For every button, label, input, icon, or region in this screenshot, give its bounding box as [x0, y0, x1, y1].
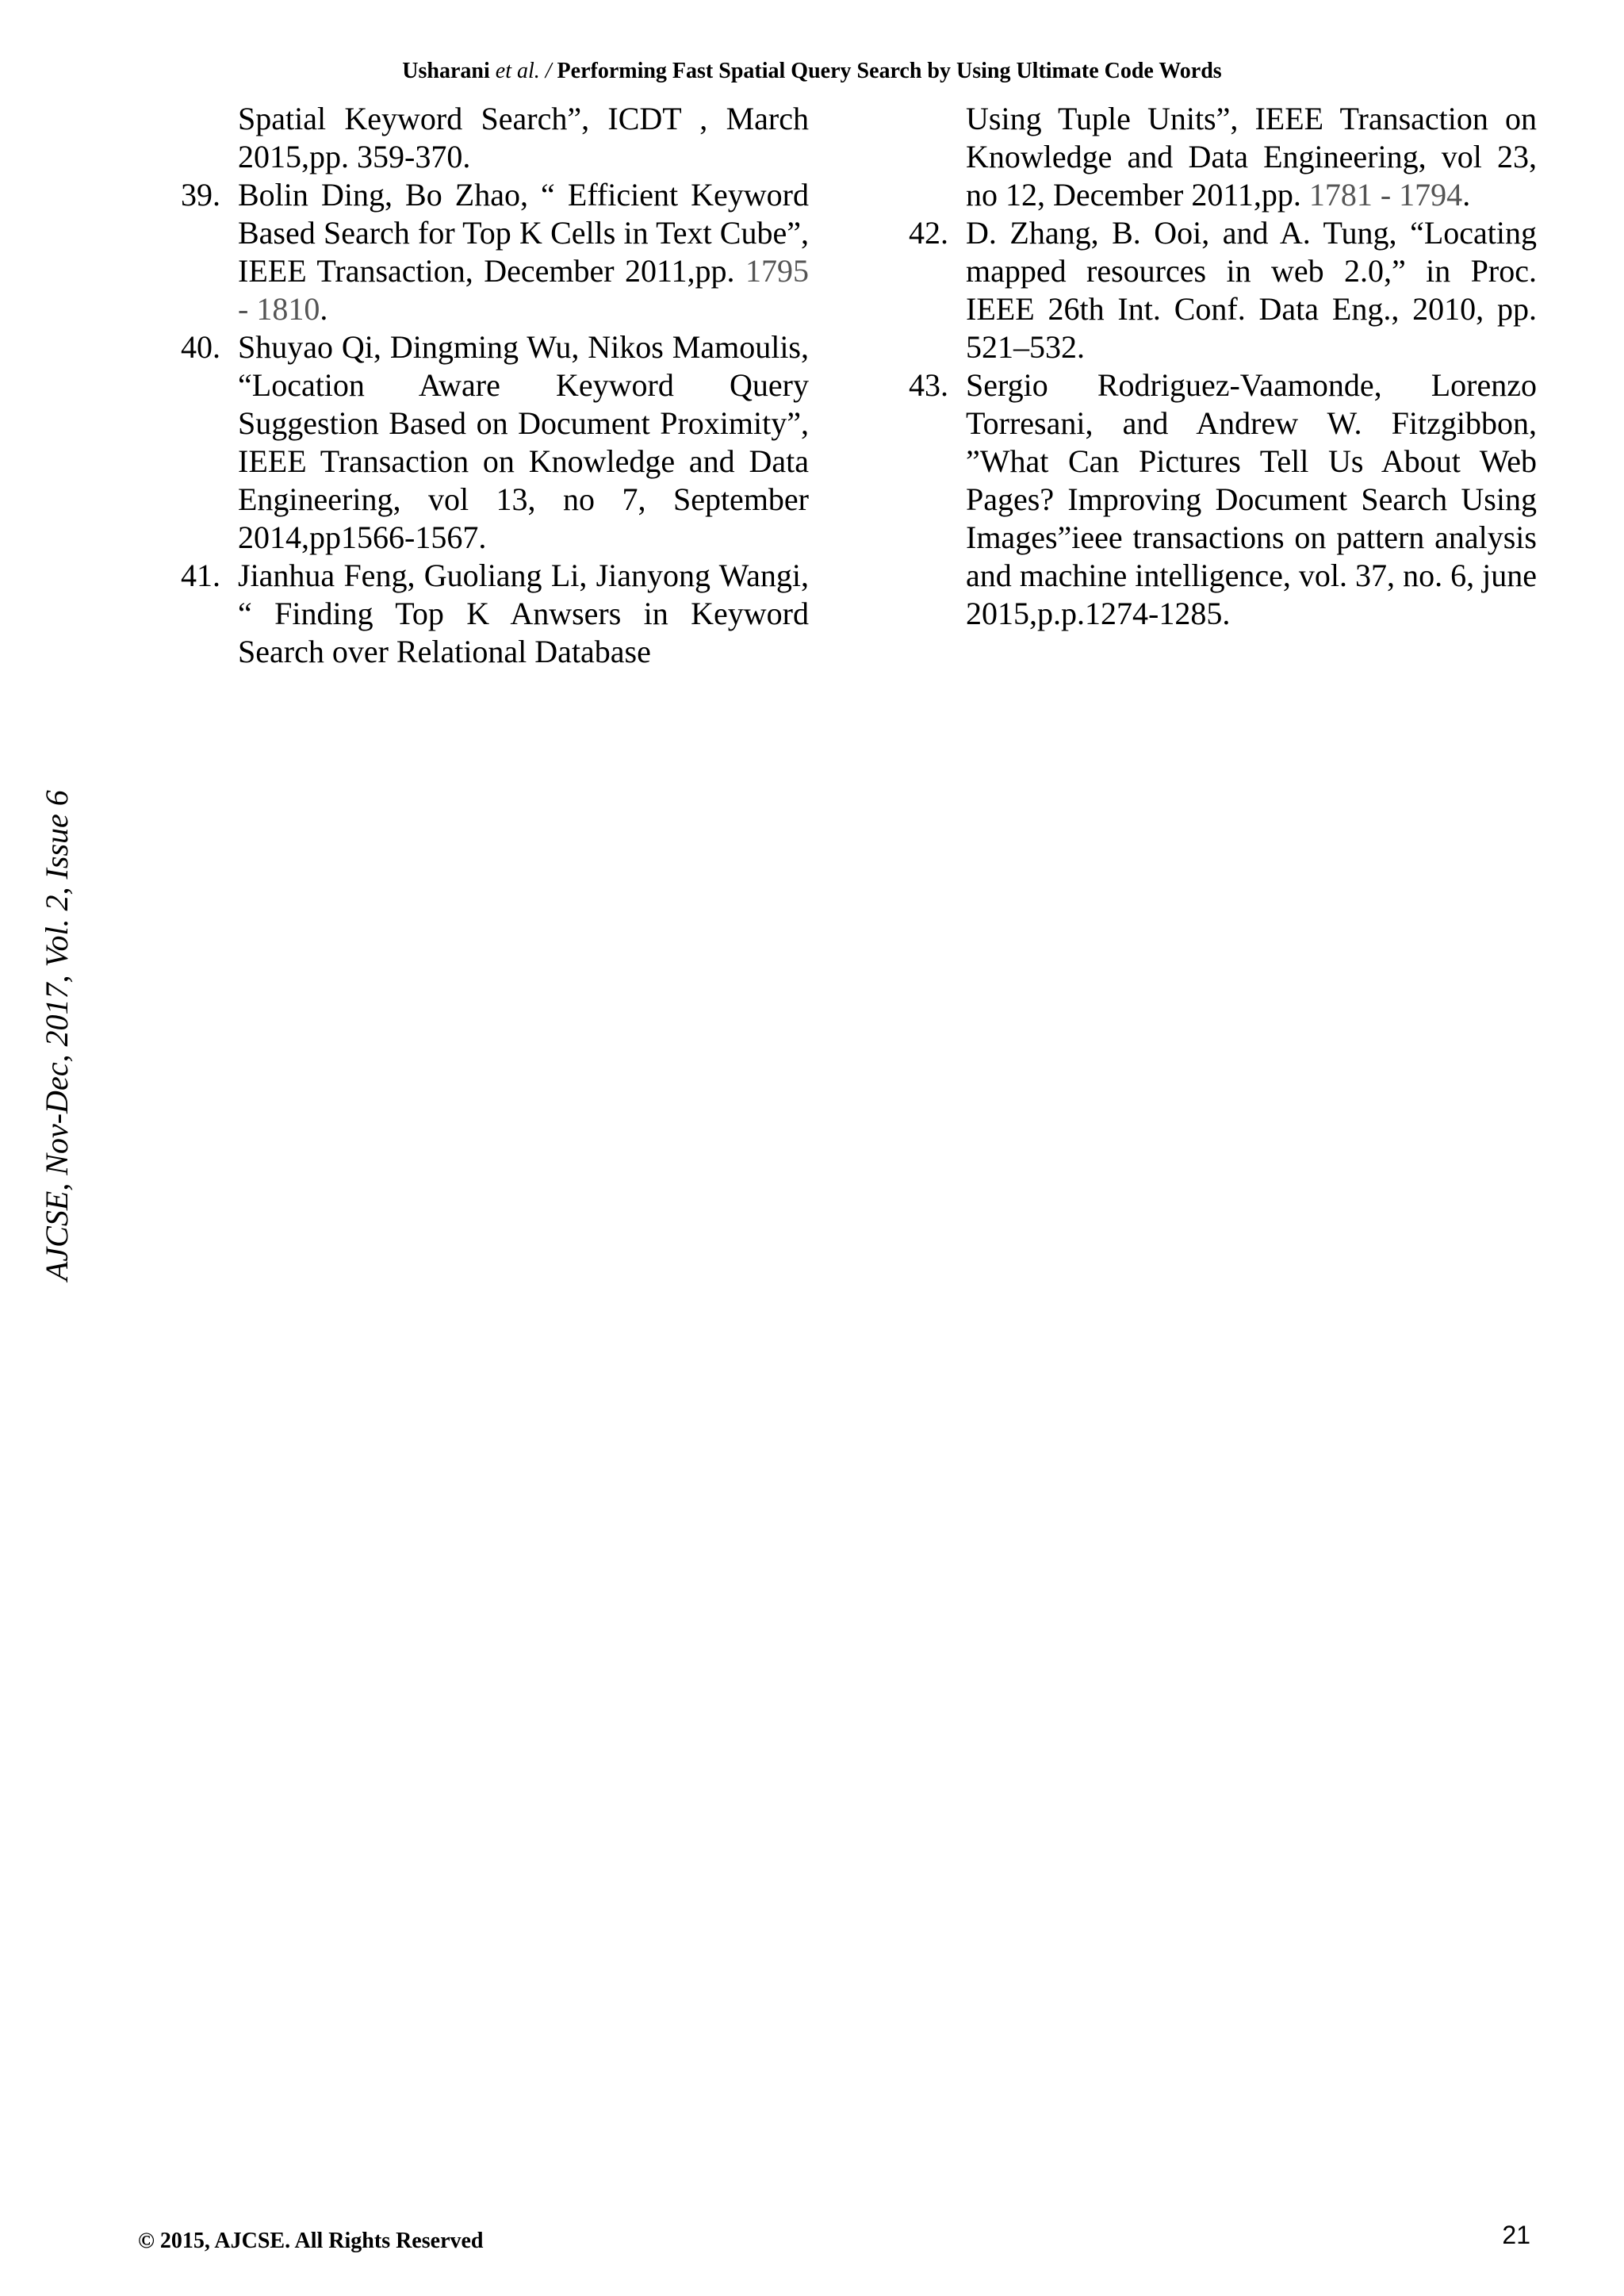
- page-number: 21: [1502, 2221, 1530, 2249]
- header-title: Performing Fast Spatial Query Search by Using Ultimate Code Words: [557, 59, 1222, 83]
- reference-number: 42.: [909, 215, 948, 251]
- journal-side-label: AJCSE, Nov-Dec, 2017, Vol. 2, Issue 6: [39, 790, 75, 1281]
- header-separator: /: [545, 59, 552, 83]
- reference-column-right: [909, 100, 1537, 633]
- reference-40: [181, 328, 809, 557]
- reference-text: Bolin Ding, Bo Zhao, “ Efficient Keyword Based Search for Top K Cells in Text Cube”, IEEE Transaction, December 2011,pp.: [238, 177, 809, 289]
- reference-tail: .: [320, 291, 328, 327]
- reference-text: D. Zhang, B. Ooi, and A. Tung, “Locating mapped resources in web 2.0,” in Proc. IEEE 26th Int. Conf. Data Eng., 2010, pp. 521–532.: [966, 215, 1537, 365]
- reference-tail: .: [1462, 177, 1471, 213]
- reference-continuation: [181, 100, 809, 176]
- reference-42: [909, 214, 1537, 366]
- reference-text: Jianhua Feng, Guoliang Li, Jianyong Wangi, “ Finding Top K Anwsers in Keyword Search over Relational Database: [238, 558, 809, 669]
- reference-text: Using Tuple Units”, IEEE Transaction on Knowledge and Data Engineering, vol 23, no 12, December 2011,pp.: [966, 101, 1537, 213]
- header-etal: et al.: [495, 59, 540, 83]
- reference-number: 41.: [181, 558, 220, 593]
- reference-column-left: [181, 100, 809, 671]
- footer-copyright: © 2015, AJCSE. All Rights Reserved: [138, 2229, 484, 2253]
- reference-text: Shuyao Qi, Dingming Wu, Nikos Mamoulis, “Location Aware Keyword Query Suggestion Based on Document Proximity”, IEEE Transaction on Knowledge and Data Engineering, vol 13, no 7, September 2014,pp1566-1567.: [238, 329, 809, 555]
- header-author: Usharani: [402, 59, 490, 83]
- reference-continuation: [909, 100, 1537, 214]
- reference-39: [181, 176, 809, 328]
- reference-pages: 1795 - 1810: [238, 253, 810, 327]
- reference-41: [181, 557, 809, 671]
- reference-number: 43.: [909, 367, 948, 403]
- reference-number: 39.: [181, 177, 220, 213]
- reference-pages: 1781 - 1794: [1308, 177, 1463, 213]
- reference-number: 40.: [181, 329, 220, 365]
- reference-text: Sergio Rodriguez-Vaamonde, Lorenzo Torresani, and Andrew W. Fitzgibbon, ”What Can Pictures Tell Us About Web Pages? Improving Document Search Using Images”ieee transactions on pattern analysis and machine intelligence, vol. 37, no. 6, june 2015,p.p.1274-1285.: [966, 367, 1537, 631]
- reference-43: [909, 366, 1537, 633]
- reference-text: Spatial Keyword Search”, ICDT , March 2015,pp. 359-370.: [238, 101, 809, 174]
- running-header: [0, 56, 1624, 87]
